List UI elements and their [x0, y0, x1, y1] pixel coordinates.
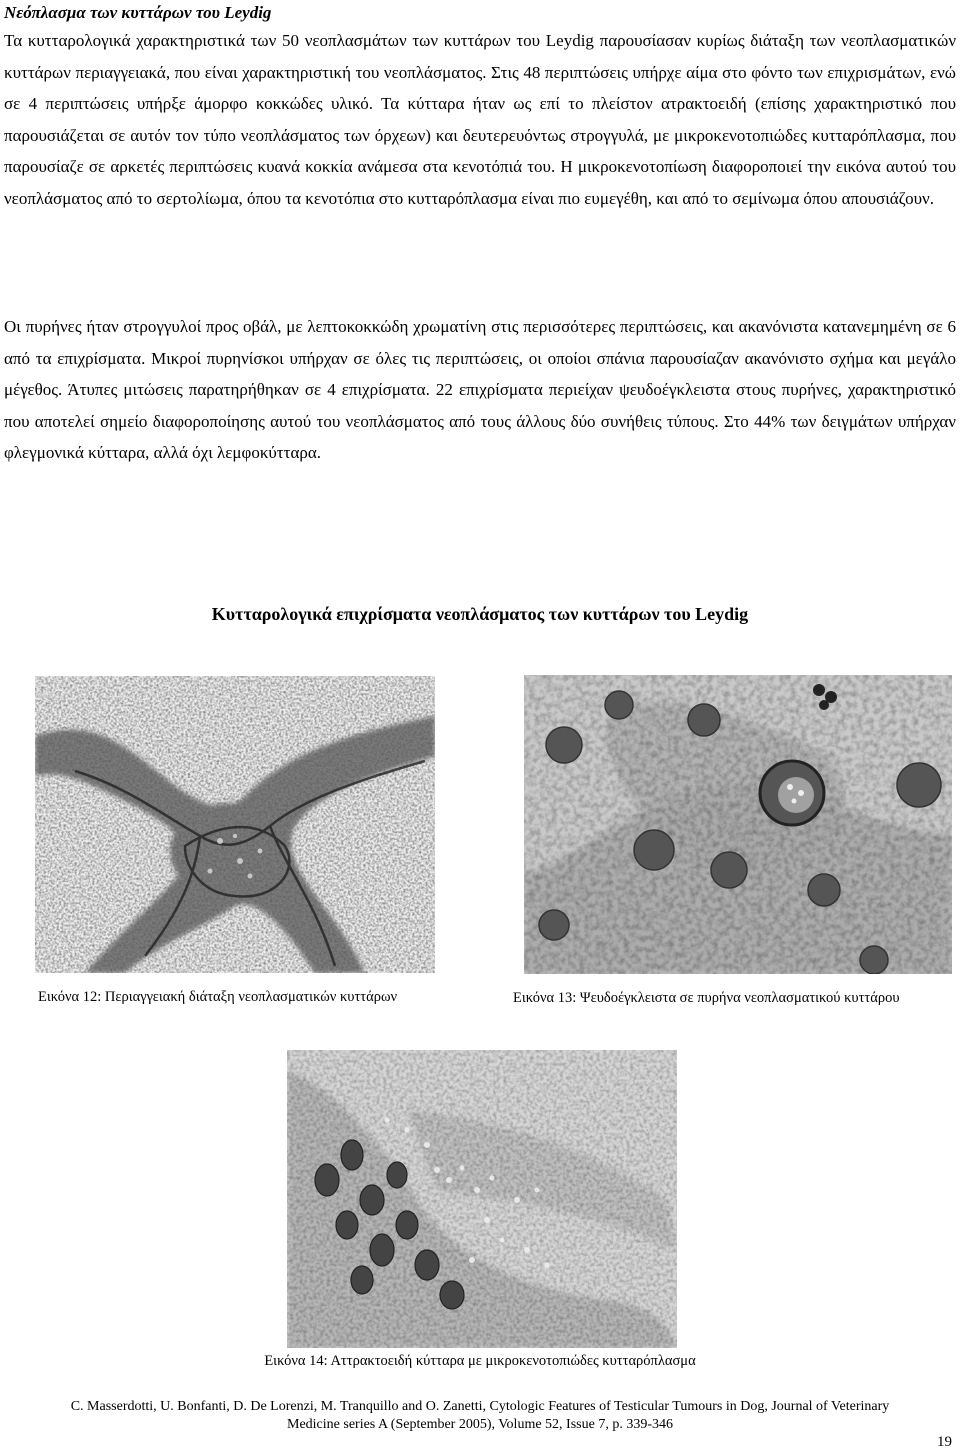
- paragraph-cytology: Τα κυτταρολογικά χαρακτηριστικά των 50 νεοπλασμάτων των κυττάρων του Leydig παρουσίασαν κυρίως διάταξη των νεοπλασματικών κυττάρων περιαγγειακά, που είναι χαρακτηριστική του νεοπλάσματος. Στις 48 περιπτώσεις υπήρχε αίμα στο φόντο των επιχρισμάτων, ενώ σε 4 περιπτώσεις υπήρξε άμορφο κοκκώδες υλικό. Τα κύτταρα ήταν ως επί το πλείστον ατρακτοειδή (επίσης χαρακτηριστικό που παρουσιάζεται σε αυτόν τον τύπο νεοπλάσματος των όρχεων) και δευτερευόντως στρογγυλά, με μικροκενοτοπιώδες κυτταρόπλασμα, που παρουσίαζε σε αρκετές περιπτώσεις κυανά κοκκία ανάμεσα στα κενοτόπιά του. Η μικροκενοτοπίωση διαφοροποιεί την εικόνα αυτού του νεοπλάσματος από το σερτολίωμα, όπου τα κενοτόπια στο κυτταρόπλασμα είναι πιο ευμεγέθη, και από το σεμίνωμα όπου απουσιάζουν.: [4, 31, 956, 208]
- figure-12-caption: Εικόνα 12: Περιαγγειακή διάταξη νεοπλασματικών κυττάρων: [38, 989, 398, 1005]
- reference: [0, 1398, 960, 1434]
- page-number: 19: [937, 1434, 952, 1450]
- reference-line-1: C. Masserdotti, U. Bonfanti, D. De Lorenzi, M. Tranquillo and O. Zanetti, Cytologic Features of Testicular Tumours in Dog, Journal of Veterinary: [70, 1399, 890, 1414]
- figure-12-image: [35, 676, 435, 973]
- figures-heading: Κυτταρολογικά επιχρίσματα νεοπλάσματος των κυττάρων του Leydig: [211, 604, 749, 624]
- figure-13-image: [524, 675, 952, 974]
- reference-line-2: Medicine series A (September 2005), Volume 52, Issue 7, p. 339-346: [287, 1417, 673, 1432]
- figure-14-image: [287, 1050, 677, 1348]
- figure-13-caption: Εικόνα 13: Ψευδοέγκλειστα σε πυρήνα νεοπλασματικού κυττάρου: [513, 990, 900, 1006]
- figure-14-caption: Εικόνα 14: Αττρακτοειδή κύτταρα με μικροκενοτοπιώδες κυτταρόπλασμα: [264, 1353, 696, 1369]
- section-title: Νεόπλασμα των κυττάρων του Leydig: [4, 3, 272, 22]
- paragraph-nuclei: Οι πυρήνες ήταν στρογγυλοί προς οβάλ, με λεπτοκοκκώδη χρωματίνη στις περισσότερες περιπτώσεις, και ακανόνιστα κατανεμημένη σε 6 από τα επιχρίσματα. Μικροί πυρηνίσκοι υπήρχαν σε όλες τις περιπτώσεις, οι οποίοι σπάνια παρουσίαζαν ακανόνιστο σχήμα και μεγάλο μέγεθος. Άτυπες μιτώσεις παρατηρήθηκαν σε 4 επιχρίσματα. 22 επιχρίσματα περιείχαν ψευδοέγκλειστα στους πυρήνες, χαρακτηριστικό που αποτελεί σημείο διαφοροποίησης αυτού του νεοπλάσματος από τους άλλους δύο συνήθεις τύπους. Στο 44% των δειγμάτων υπήρχαν φλεγμονικά κύτταρα, αλλά όχι λεμφοκύτταρα.: [4, 317, 956, 462]
